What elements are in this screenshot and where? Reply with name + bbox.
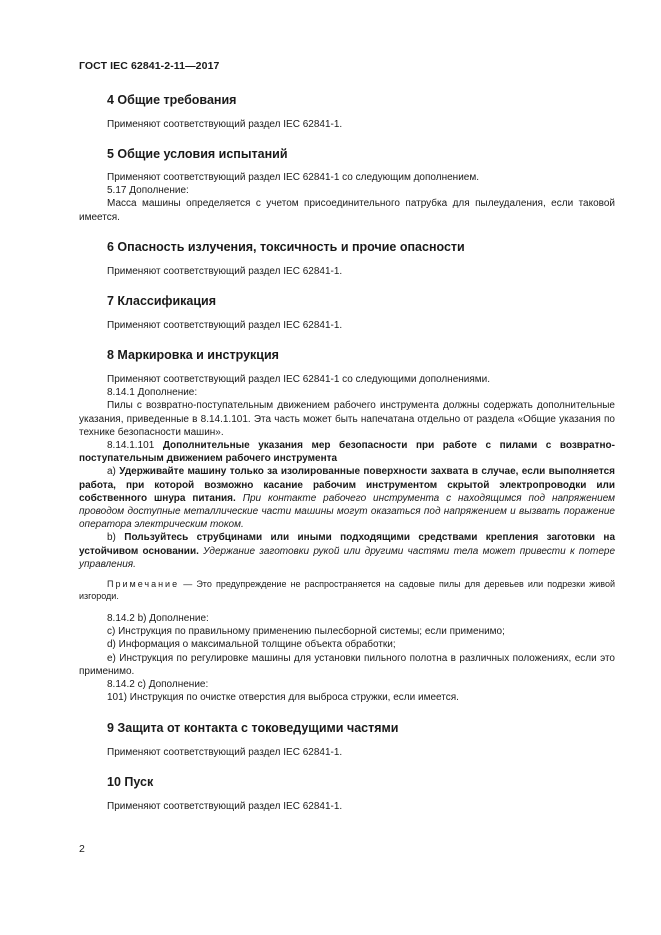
paragraph: 8.14.2 b) Дополнение:: [107, 613, 209, 624]
section-8-body: [79, 373, 615, 571]
section-5-body: [79, 171, 615, 224]
paragraph: Применяют соответствующий раздел IEC 62841-1.: [107, 320, 343, 331]
section-9-body: [79, 746, 615, 759]
item-lead: b): [107, 532, 116, 544]
section-10-title: 10 Пуск: [107, 775, 154, 789]
paragraph: Применяют соответствующий раздел IEC 62841-1.: [107, 747, 343, 758]
paragraph: Применяют соответствующий раздел IEC 62841-1 со следующими дополнениями.: [107, 374, 491, 385]
paragraph: 101) Инструкция по очистке отверстия для выброса стружки, если имеется.: [107, 692, 459, 704]
section-9-title: 9 Защита от контакта с токоведущими частями: [107, 721, 399, 735]
section-8-title: 8 Маркировка и инструкция: [107, 348, 279, 362]
paragraph: 8.14.1 Дополнение:: [107, 387, 198, 399]
note-label: Примечание: [107, 579, 180, 589]
paragraph: d) Информация о максимальной толщине объекта обработки;: [107, 639, 396, 651]
paragraph: Применяют соответствующий раздел IEC 62841-1 со следующим дополнением.: [107, 172, 479, 183]
section-6-title: 6 Опасность излучения, токсичность и прочие опасности: [107, 240, 465, 254]
warning-text: Удерживайте машину только за изолированные поверхности захвата в случае, если выполняется работа, при которой возможно касание рабочим инструментом скрытой электропроводки или собственного шнура питания.: [79, 466, 615, 504]
section-5-title: 5 Общие условия испытаний: [107, 147, 288, 161]
paragraph: [79, 531, 615, 571]
item-lead: а): [107, 466, 116, 478]
paragraph: 8.14.2 с) Дополнение:: [107, 679, 209, 691]
note-text: — Это предупреждение не распространяется на садовые пилы для деревьев или подрезки живой изгороди.: [79, 579, 615, 601]
paragraph: 5.17 Дополнение:: [107, 185, 189, 197]
section-4-title: 4 Общие требования: [107, 93, 237, 107]
paragraph: е) Инструкция по регулировке машины для установки пильного полотна в различных положениях, если это применимо.: [79, 652, 615, 677]
page-number: 2: [79, 843, 85, 855]
note: [79, 578, 615, 602]
paragraph: [79, 578, 615, 602]
section-6-body: [79, 265, 615, 278]
paragraph: [79, 439, 615, 465]
document-header: ГОСТ IEC 62841-2-11—2017: [79, 60, 220, 72]
clause-heading: Дополнительные указания мер безопасности при работе с пилами с возвратно-поступательным движением рабочего инструмента: [79, 440, 615, 465]
paragraph: [79, 465, 615, 531]
paragraph: Применяют соответствующий раздел IEC 62841-1.: [107, 119, 343, 130]
paragraph: Масса машины определяется с учетом присоединительного патрубка для пылеудаления, если таковой имеется.: [79, 198, 615, 223]
section-10-body: [79, 800, 615, 813]
clause-number: 8.14.1.101: [107, 440, 155, 452]
paragraph: Пилы с возвратно-поступательным движением рабочего инструмента должны содержать дополнительные указания, приведенные в 8.14.1.101. Эта часть может быть напечатана отдельно от раздела «Общие указания по технике безопасности машин».: [79, 400, 615, 438]
section-7-title: 7 Классификация: [107, 294, 217, 308]
section-4-body: [79, 118, 615, 131]
section-7-body: [79, 319, 615, 332]
section-8-continued: [79, 612, 615, 704]
warning-explanation: Удержание заготовки рукой или другими частями тела может привести к потере управления.: [79, 545, 616, 570]
warning-text: Пользуйтесь струбцинами или иными подходящими средствами крепления заготовки на устойчивом основании.: [79, 532, 616, 557]
paragraph: с) Инструкция по правильному применению пылесборной системы; если применимо;: [107, 626, 505, 638]
paragraph: Применяют соответствующий раздел IEC 62841-1.: [107, 266, 343, 277]
paragraph: Применяют соответствующий раздел IEC 62841-1.: [107, 801, 343, 812]
warning-explanation: При контакте рабочего инструмента с находящимся под напряжением проводом доступные металлические части машины могут оказаться под напряжением и вызвать поражение оператора электрическим током.: [79, 492, 615, 531]
